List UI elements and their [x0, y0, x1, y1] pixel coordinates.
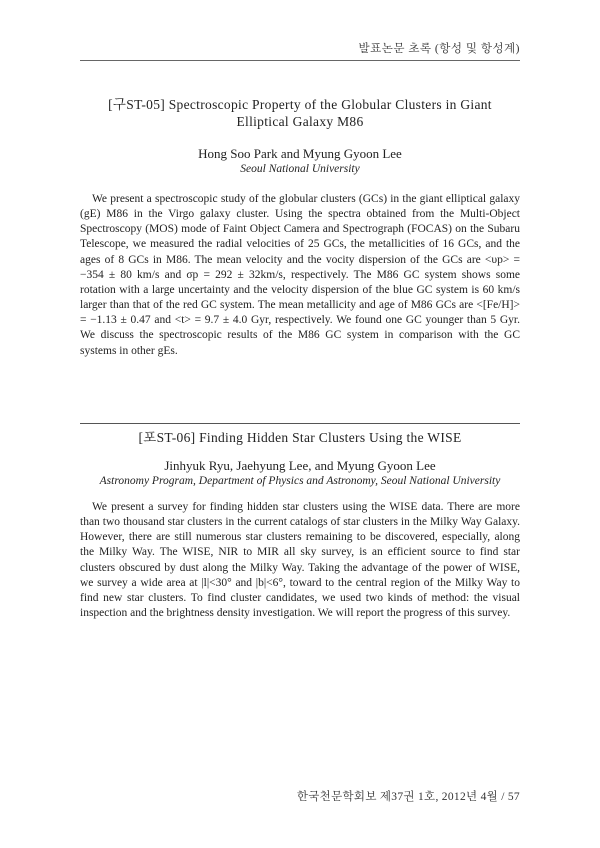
running-head: 발표논문 초록 (항성 및 항성계) — [358, 43, 520, 55]
paper-1-title-line-1: [구ST-05] Spectroscopic Property of the Globular Clusters in Giant — [108, 97, 492, 112]
paper-1-affiliation: Seoul National University — [240, 163, 360, 175]
paper-2-abstract: We present a survey for finding hidden star clusters using the WISE data. There are more than two thousand star clusters in the current catalogs of star clusters in the Milky Way Galaxy. However, there are still numerous star clusters remaining to be discovered, especially, along the Milky Way. The WISE, NIR to MIR all sky survey, is an efficient source to find star clusters obscured by dust along the Milky Way. Taking the advantage of the power of WISE, we survey a wide area at |l|<30° and |b|<6°, toward to the central region of the Milky Way to find new star clusters. To find cluster candidates, we used two kinds of method: the visual inspection and the brightness density investigation. We will report the progress of this survey. — [80, 501, 520, 620]
page-footer: 한국천문학회보 제37권 1호, 2012년 4월 / 57 — [296, 791, 520, 803]
paper-1-abstract: We present a spectroscopic study of the globular clusters (GCs) in the giant elliptical galaxy (gE) M86 in the Virgo galaxy cluster. Using the spectra obtained from the Multi-Object Spectroscopy (MOS) mode of Faint Object Camera and Spectrograph (FOCAS) on the Subaru Telescope, we measured the radial velocities of 25 GCs, the metallicities of 16 GCs, and the ages of 8 GCs in M86. The mean velocity and the vocity dispersion of the GCs are <υp> = −354 ± 80 km/s and σp = 292 ± 32km/s, respectively. The M86 GC system shows some rotation with a large uncertainty and the velocity dispersion of the blue GC system is 60 km/s larger than that of the red GC system. The mean metallicity and age of M86 GCs are <[Fe/H]> = −1.13 ± 0.47 and <t> = 9.7 ± 4.0 Gyr, respectively. We found one GC younger than 5 Gyr. We discuss the spectroscopic results of the M86 GC system in comparison with the GC systems in other gEs. — [80, 193, 520, 357]
paper-2-affiliation: Astronomy Program, Department of Physics and Astronomy, Seoul National University — [99, 475, 501, 487]
paper-2-authors: Jinhyuk Ryu, Jaehyung Lee, and Myung Gyoon Lee — [164, 458, 436, 473]
paper-2-title: [포ST-06] Finding Hidden Star Clusters Using the WISE — [138, 430, 462, 445]
header-rule — [80, 60, 520, 61]
paper-1-authors: Hong Soo Park and Myung Gyoon Lee — [198, 146, 402, 161]
section-divider — [80, 423, 520, 424]
paper-1-title-line-2: Elliptical Galaxy M86 — [236, 114, 364, 129]
